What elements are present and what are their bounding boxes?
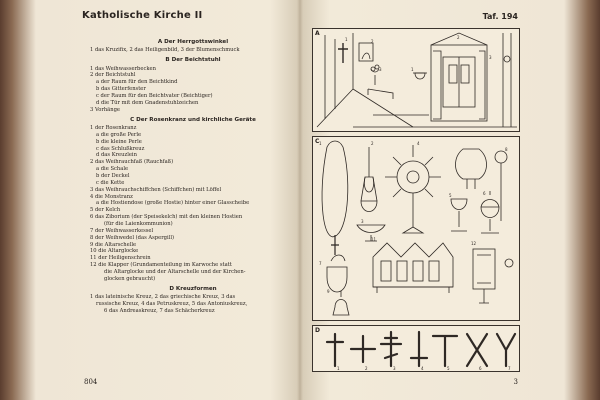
svg-text:12: 12 [471, 241, 477, 246]
church-corner-confessional-illustration [313, 29, 519, 131]
section-heading-c: C Der Rosenkranz und kirchliche Geräte [130, 116, 256, 123]
legend-text [90, 36, 296, 315]
legend-line: b die kleine Perle [96, 138, 142, 145]
legend-line: 12 die Klapper (Grundamenteilung im Karwoche statt [90, 262, 232, 269]
legend-line: a die Schale [96, 166, 129, 173]
legend-line: 3 Vorhänge [90, 106, 120, 113]
legend-line: 10 die Altarglocke [90, 248, 139, 255]
liturgical-objects-illustration [313, 137, 519, 320]
legend-line: b der Deckel [96, 173, 130, 180]
cross-forms-illustration [313, 326, 519, 371]
left-page [78, 0, 300, 400]
legend-line: 6 das Andreaskreuz, 7 das Schächerkreuz [104, 307, 215, 314]
svg-text:2: 2 [457, 35, 460, 40]
legend-line: 8 der Weihwedel (das Aspergill) [90, 234, 175, 241]
svg-text:5: 5 [449, 193, 452, 198]
svg-text:6: 6 [479, 366, 482, 371]
page-number: 3 [513, 378, 518, 386]
legend-line: a der Raum für den Beichtkind [96, 79, 178, 86]
legend-line: c die Kette [96, 179, 125, 186]
legend-line: d das Kreuzlein [96, 152, 137, 159]
panel-letter: D [315, 327, 320, 334]
legend-line: russische Kreuz, 4 das Petruskreuz, 5 das Antoniuskreuz, [96, 301, 248, 307]
section-heading-b: B Der Beichtstuhl [165, 57, 221, 64]
svg-text:3: 3 [489, 55, 492, 60]
legend-line: 1 der Rosenkranz [90, 125, 137, 131]
section-heading-d: D Kreuzformen [169, 285, 217, 292]
svg-text:4: 4 [417, 141, 420, 146]
svg-text:1: 1 [319, 141, 322, 146]
svg-text:7: 7 [319, 261, 322, 266]
legend-line: 1 das Kruzifix, 2 das Heiligenbild, 3 der Blumenschmuck [90, 47, 240, 54]
svg-text:3: 3 [361, 219, 364, 224]
svg-text:2: 2 [365, 366, 368, 371]
svg-text:1: 1 [345, 37, 348, 42]
legend-line: c der Raum für den Beichtvater (Beichtiger) [96, 93, 213, 100]
legend-line: 5 der Kelch [90, 207, 121, 214]
svg-text:9: 9 [327, 289, 330, 294]
svg-text:6: 6 [483, 191, 486, 196]
svg-text:3: 3 [379, 67, 382, 72]
legend-line: d die Tür mit dem Gnadenstuhlzeichen [96, 99, 199, 106]
legend-line: glocken gebraucht) [104, 275, 156, 282]
illustration-panel-d [312, 325, 520, 372]
legend-line: a die große Perle [96, 131, 142, 138]
page-title: Katholische Kirche II [82, 10, 203, 21]
legend-line: 2 das Weihrauchfaß (Rauchfaß) [90, 159, 174, 166]
svg-text:7: 7 [508, 366, 511, 371]
legend-line: (für die Laienkommunion) [104, 221, 173, 228]
svg-text:8: 8 [505, 147, 508, 152]
svg-text:1: 1 [337, 366, 340, 371]
svg-text:5: 5 [447, 366, 450, 371]
legend-line: 4 die Monstranz [90, 193, 133, 200]
illustration-panel-c [312, 136, 520, 321]
legend-line: 7 der Weihwasserkessel [90, 227, 154, 234]
legend-line: a die Hostiendose (große Hostie) hinter einer Glasscheibe [96, 200, 250, 207]
page-number: 804 [84, 378, 98, 386]
plate-number: Taf. 194 [482, 12, 518, 21]
panel-letter: A [315, 30, 320, 37]
panel-letter: C [315, 138, 320, 145]
svg-text:1: 1 [411, 67, 414, 72]
illustration-panel-a [312, 28, 520, 132]
svg-text:3: 3 [393, 366, 396, 371]
right-page [306, 0, 522, 400]
svg-text:2: 2 [371, 141, 374, 146]
legend-line: 6 das Ziborium (der Speisekelch) mit den kleinen Hostien [90, 214, 243, 221]
legend-line: 3 das Weihrauchschiffchen (Schiffchen) mit Löffel [90, 186, 222, 193]
svg-text:4: 4 [421, 366, 424, 371]
section-heading-a: A Der Herrgottswinkel [157, 39, 229, 45]
legend-line: b das Gitterfenster [96, 86, 146, 93]
legend-line: 1 das Weihwasserbecken [90, 65, 156, 72]
legend-line: 9 die Altarschelle [90, 241, 137, 248]
legend-line: 2 der Beichtstuhl [90, 72, 136, 79]
legend-line: die Altarglocke und der Altarschelle und der Kirchen- [104, 269, 246, 276]
legend-line: c das Schlußkreuz [96, 145, 145, 152]
svg-text:2: 2 [371, 39, 374, 44]
legend-line: 11 der Heiligenschrein [90, 255, 151, 262]
svg-text:11: 11 [371, 237, 377, 242]
legend-line: 1 das lateinische Kreuz, 2 das griechische Kreuz, 3 das [90, 294, 236, 301]
